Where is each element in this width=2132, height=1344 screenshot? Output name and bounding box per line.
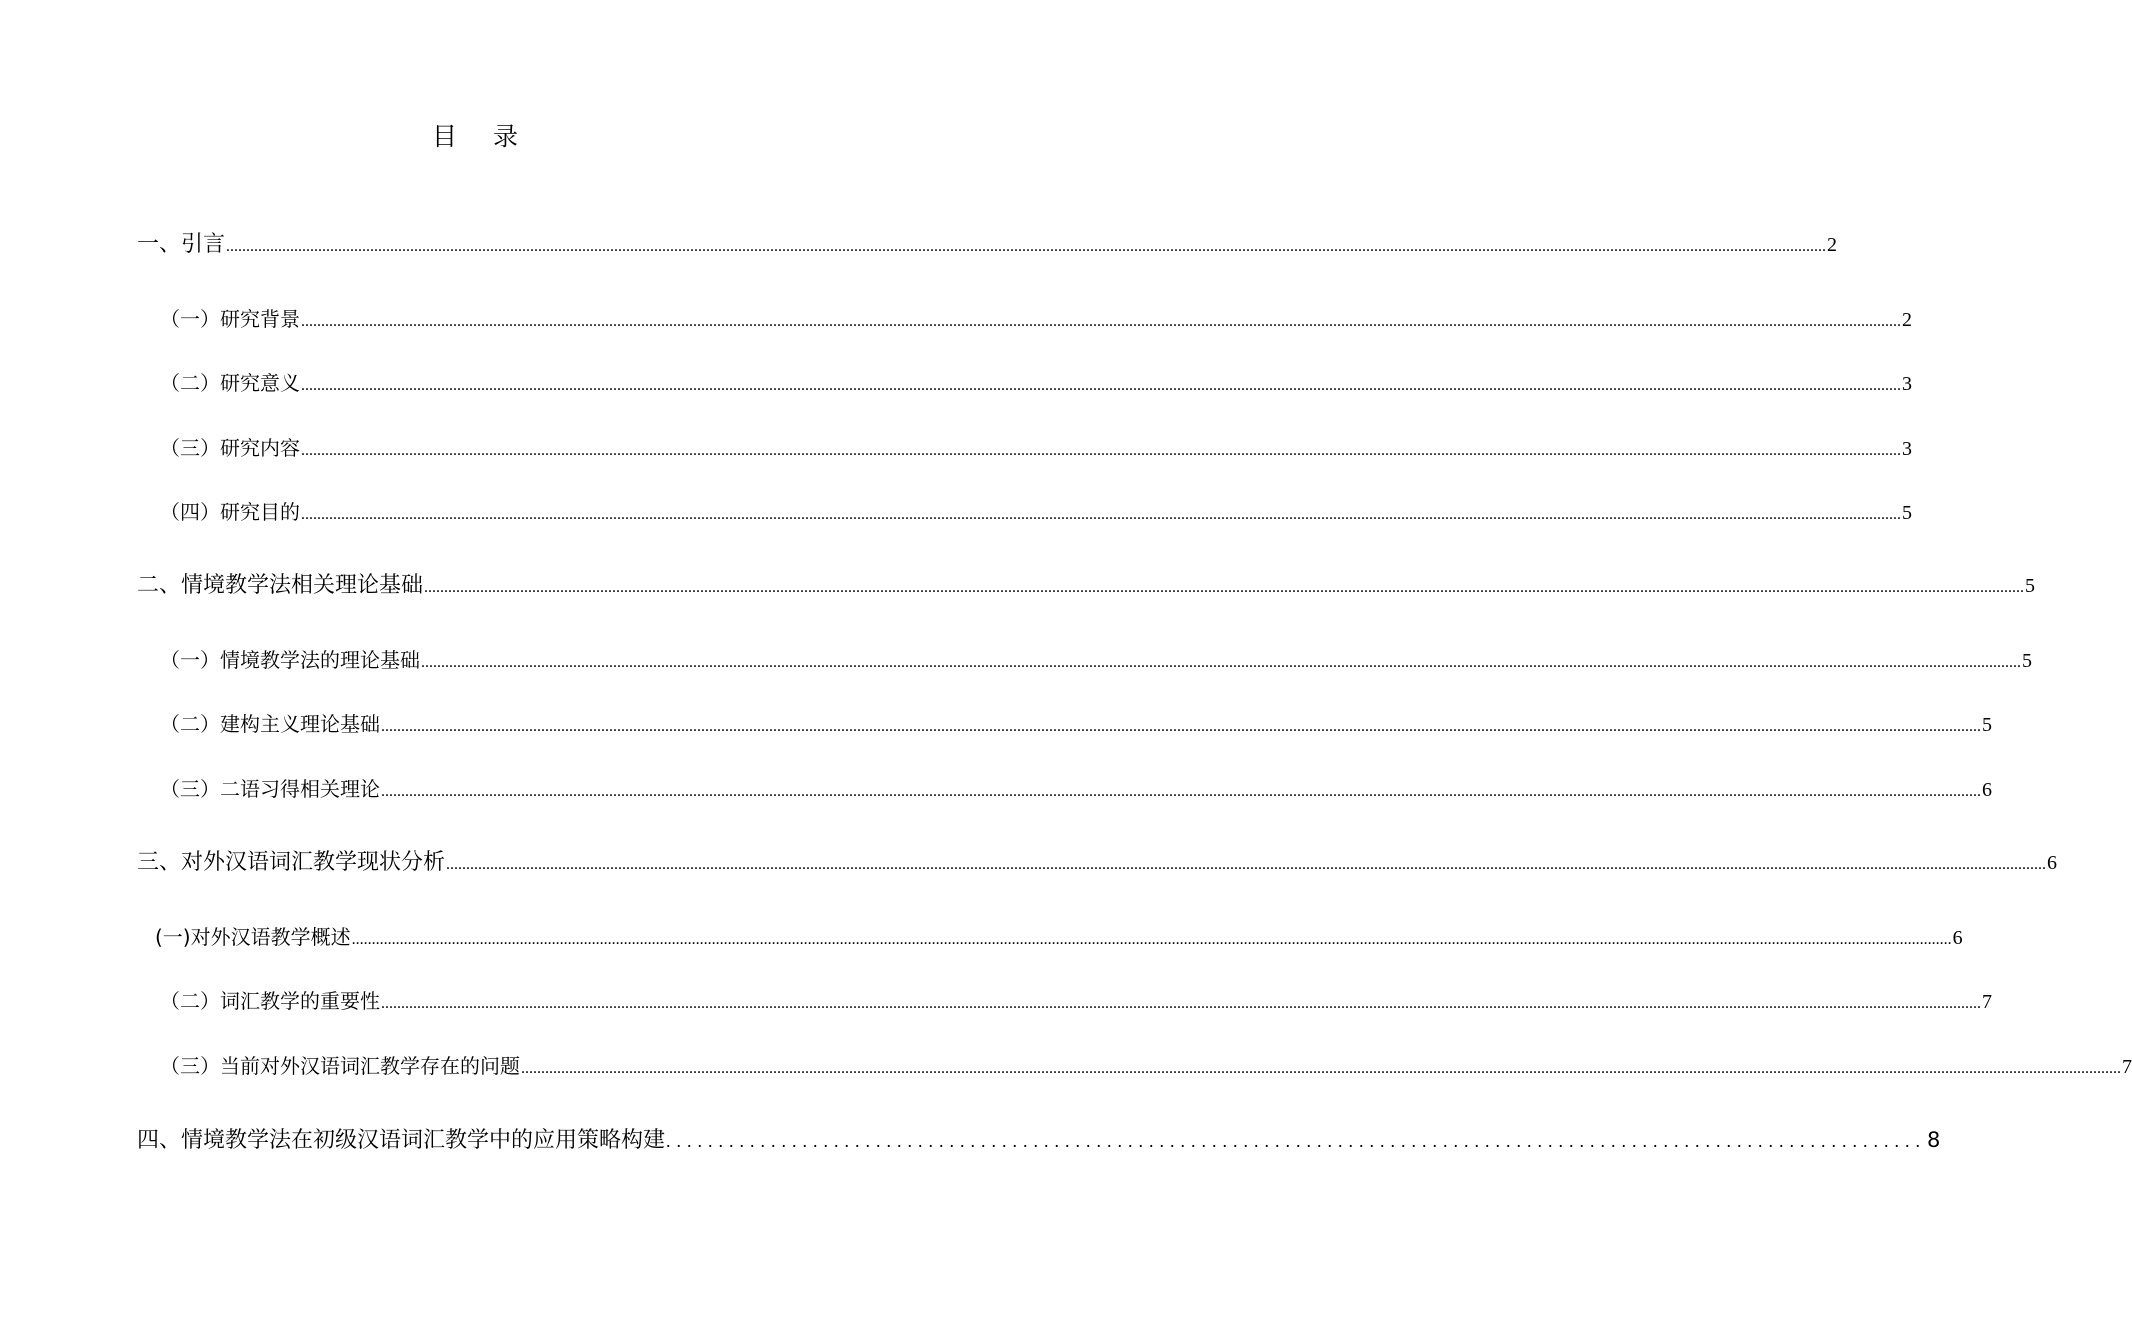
toc-entry[interactable] [160, 643, 2032, 677]
toc-title: 目 录 [432, 122, 532, 151]
toc-entry-label: 三、对外汉语词汇教学现状分析 [137, 850, 446, 875]
toc-entry-label: （一）研究背景 [160, 307, 300, 331]
toc-leader-dots: ................................................................................................................................................................................................................................................................................................................................................................................................................ [424, 579, 2025, 596]
toc-leader-dots: ................................................................................................................................................................................................................................................................................................................................................................................................................ [301, 442, 1901, 459]
toc-entry-label: 一、引言 [137, 232, 226, 257]
toc-entry-label: (一)对外汉语教学概述 [155, 925, 351, 949]
toc-leader-dots: ................................................................................................................................................................................................................................................................................................................................................................................................................ [351, 931, 1952, 948]
toc-leader-dots: ................................................................................................................................................................................................................................................................................................................................................................................................................ [521, 1060, 2121, 1077]
toc-page-number: 2 [1902, 309, 1912, 331]
toc-entry-label: （二）词汇教学的重要性 [160, 989, 380, 1013]
toc-entry[interactable] [160, 366, 1912, 400]
toc-leader-dots: ................................................................................................................................................................................................................................................................................................................................................................................................................ [301, 506, 1901, 523]
toc-page-number: 3 [1902, 373, 1912, 395]
toc-entry[interactable] [160, 707, 1992, 741]
toc-page-number: 3 [1902, 438, 1912, 460]
toc-entry-label: （四）研究目的 [160, 500, 300, 524]
toc-entry[interactable] [160, 495, 1912, 529]
toc-entry[interactable] [160, 984, 1992, 1018]
toc-leader-dots: ................................................................................................................................................................................................................................................................................................................................................................................................................ [421, 654, 2021, 671]
toc-entry[interactable] [160, 1049, 2132, 1083]
toc-leader-dots: ................................................................................................................................................................................................................................................................................................................................................................................................................ [446, 856, 2047, 873]
toc-page-number: 8 [1927, 1128, 1941, 1152]
toc-page-number: 5 [1982, 714, 1992, 736]
toc-entry-label: 二、情境教学法相关理论基础 [137, 573, 424, 598]
toc-page-number: 2 [1827, 234, 1838, 256]
toc-entry-label: （三）当前对外汉语词汇教学存在的问题 [160, 1054, 520, 1078]
toc-leader-dots: ................................................................................................................................................................................................................................................................................................................................................................................................................ [381, 718, 1981, 735]
toc-leader-dots: ................................................................................................................................................................................................................................................................................................................................................................................................................ [381, 783, 1981, 800]
toc-page-number: 6 [1982, 779, 1992, 801]
toc-entry-label: 四、情境教学法在初级汉语词汇教学中的应用策略构建 [137, 1128, 666, 1153]
toc-leader-dots: ................................................................................................................................................................................................................................................................................................................................................................................................................ [226, 238, 1827, 255]
toc-leader-dots: ................................................................................................................................................................................................................................................................................................................................................................................................................ [301, 377, 1901, 394]
toc-page-number: 6 [1952, 927, 1963, 949]
toc-leader-dots: ........................................................................................................................ [666, 1131, 1927, 1151]
toc-page-number: 5 [1902, 502, 1912, 524]
toc-page-number: 5 [2022, 650, 2032, 672]
toc-entry[interactable] [137, 228, 1838, 262]
toc-page-number: 5 [2025, 575, 2036, 597]
toc-entry-label: （二）研究意义 [160, 371, 300, 395]
toc-leader-dots: ................................................................................................................................................................................................................................................................................................................................................................................................................ [301, 313, 1901, 330]
toc-page-number: 7 [2122, 1056, 2132, 1078]
toc-entry[interactable] [160, 431, 1912, 465]
toc-entry-label: （一）情境教学法的理论基础 [160, 648, 420, 672]
toc-page-number: 7 [1982, 991, 1992, 1013]
toc-entry[interactable] [137, 846, 2058, 880]
toc-page-number: 6 [2047, 852, 2058, 874]
toc-entry-label: （三）二语习得相关理论 [160, 777, 380, 801]
toc-leader-dots: ................................................................................................................................................................................................................................................................................................................................................................................................................ [381, 995, 1981, 1012]
toc-entry[interactable] [155, 920, 1963, 954]
toc-entry-label: （二）建构主义理论基础 [160, 712, 380, 736]
toc-entry[interactable] [137, 1123, 1941, 1157]
toc-entry[interactable] [160, 302, 1912, 336]
toc-entry[interactable] [160, 772, 1992, 806]
toc-entry-label: （三）研究内容 [160, 436, 300, 460]
toc-entry[interactable] [137, 569, 2036, 603]
